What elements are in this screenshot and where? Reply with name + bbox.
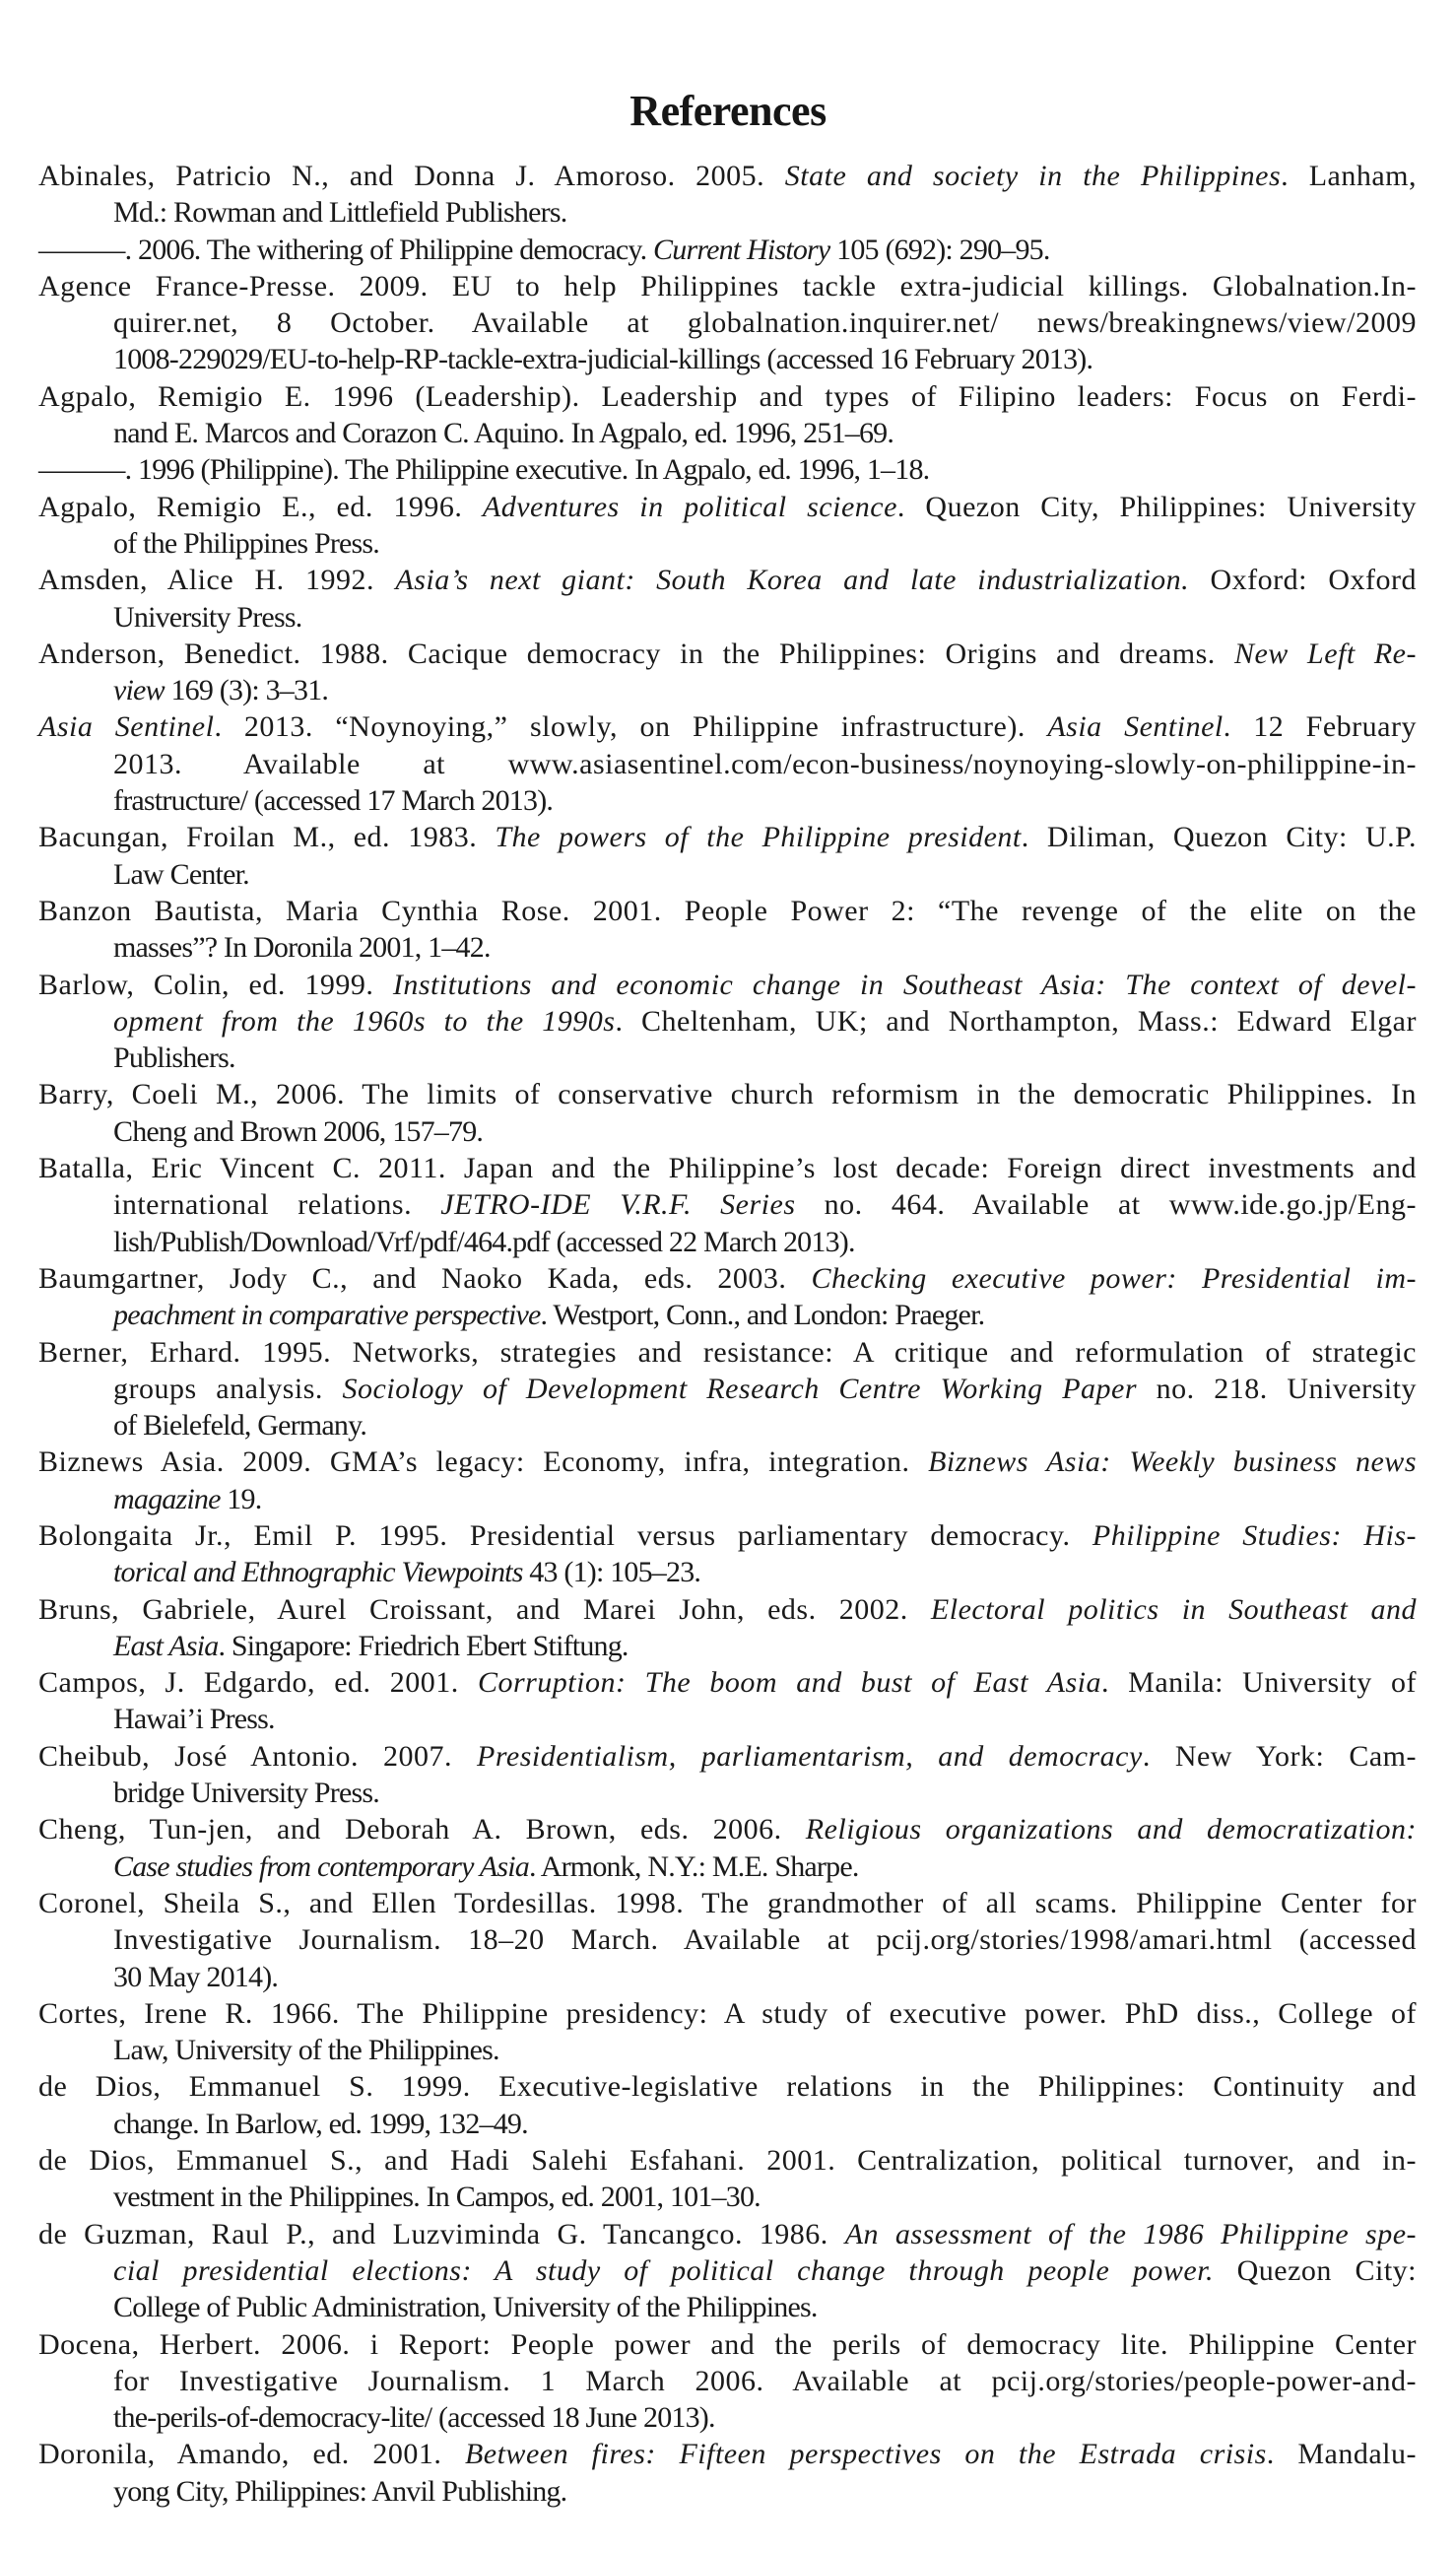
reference-entry — [38, 819, 1417, 893]
reference-line: Agpalo, Remigio E. 1996 (Leadership). Leadership and types of Filipino leaders: Focus on Ferdi- — [38, 379, 1417, 413]
reference-entry — [38, 232, 1417, 268]
italic-title-text: Asia Sentinel — [1047, 710, 1224, 744]
reference-line: of Bielefeld, Germany. — [113, 1409, 367, 1443]
italic-title-text: magazine — [113, 1482, 221, 1515]
italic-title-text: opment from the 1960s to the 1990s — [113, 1004, 616, 1038]
reference-line: Agence France-Presse. 2009. EU to help Philippines tackle extra-judicial killings. Globalnation.In- — [38, 269, 1417, 302]
reference-entry — [38, 1150, 1417, 1260]
reference-line: ———. 1996 (Philippine). The Philippine executive. In Agpalo, ed. 1996, 1–18. — [38, 453, 930, 487]
reference-line: Doronila, Amando, ed. 2001. Between fires: Fifteen perspectives on the Estrada crisis. Mandalu- — [38, 2438, 1417, 2471]
reference-line: for Investigative Journalism. 1 March 2006. Available at pcij.org/stories/people-power-and- — [113, 2364, 1417, 2397]
reference-line: 1008-229029/EU-to-help-RP-tackle-extra-judicial-killings (accessed 16 February 2013). — [113, 343, 1093, 376]
reference-line: Case studies from contemporary Asia. Armonk, N.Y.: M.E. Sharpe. — [113, 1849, 859, 1883]
reference-line: University Press. — [113, 600, 302, 634]
reference-entry — [38, 2142, 1417, 2216]
reference-line: masses”? In Doronila 2001, 1–42. — [113, 931, 491, 965]
reference-line: Bolongaita Jr., Emil P. 1995. Presidential versus parliamentary democracy. Philippine Studies: His- — [38, 1518, 1418, 1552]
italic-title-text: peachment in comparative perspective — [113, 1299, 541, 1332]
reference-entry — [38, 708, 1417, 819]
italic-title-text: Philippine Studies: His- — [1092, 1518, 1418, 1552]
reference-line: Cortes, Irene R. 1966. The Philippine presidency: A study of executive power. PhD diss., College of — [38, 1996, 1417, 2030]
reference-line: quirer.net, 8 October. Available at globalnation.inquirer.net/ news/breakingnews/view/2009 — [113, 306, 1417, 340]
reference-entry — [38, 1995, 1417, 2069]
italic-title-text: New Left Re- — [1233, 637, 1417, 670]
reference-line: Banzon Bautista, Maria Cynthia Rose. 2001. People Power 2: “The revenge of the elite on the — [38, 894, 1417, 927]
reference-line: 2013. Available at www.asiasentinel.com/econ-business/noynoying-slowly-on-philippine-in- — [113, 747, 1417, 780]
reference-line: Anderson, Benedict. 1988. Cacique democracy in the Philippines: Origins and dreams. New Left Re- — [38, 637, 1417, 670]
reference-line: College of Public Administration, University of the Philippines. — [113, 2291, 818, 2324]
reference-entry — [38, 1076, 1417, 1150]
reference-entry — [38, 1738, 1417, 1812]
reference-line: Baumgartner, Jody C., and Naoko Kada, eds. 2003. Checking executive power: Presidential im- — [38, 1261, 1418, 1295]
italic-title-text: Adventures in political science — [482, 490, 897, 523]
reference-entry — [38, 489, 1417, 563]
reference-entry — [38, 2068, 1417, 2142]
reference-line: peachment in comparative perspective. Westport, Conn., and London: Praeger. — [113, 1299, 985, 1332]
reference-line: Abinales, Patricio N., and Donna J. Amoroso. 2005. State and society in the Philippines. Lanham, — [38, 160, 1417, 192]
reference-line: Biznews Asia. 2009. GMA’s legacy: Economy, infra, integration. Biznews Asia: Weekly business news — [38, 1445, 1417, 1479]
reference-entry — [38, 1260, 1417, 1334]
italic-title-text: Electoral politics in Southeast and — [930, 1592, 1417, 1626]
reference-entry — [38, 268, 1417, 378]
reference-entry — [38, 967, 1417, 1077]
italic-title-text: An assessment of the 1986 Philippine spe- — [844, 2217, 1418, 2250]
reference-line: Bacungan, Froilan M., ed. 1983. The powers of the Philippine president. Diliman, Quezon City: U.P. — [38, 821, 1418, 854]
reference-line: groups analysis. Sociology of Development Research Centre Working Paper no. 218. University — [113, 1372, 1417, 1405]
reference-line: nand E. Marcos and Corazon C. Aquino. In Agpalo, ed. 1996, 251–69. — [113, 417, 894, 450]
reference-line: of the Philippines Press. — [113, 526, 379, 560]
reference-line: lish/Publish/Download/Vrf/pdf/464.pdf (accessed 22 March 2013). — [113, 1225, 855, 1258]
reference-line: Campos, J. Edgardo, ed. 2001. Corruption: The boom and bust of East Asia. Manila: University of — [38, 1666, 1417, 1700]
italic-title-text: Presidentialism, parliamentarism, and democracy — [477, 1739, 1143, 1773]
reference-line: Law Center. — [113, 857, 249, 891]
reference-line: Amsden, Alice H. 1992. Asia’s next giant: South Korea and late industrialization. Oxford: Oxford — [38, 564, 1417, 597]
reference-line: Md.: Rowman and Littlefield Publishers. — [113, 196, 567, 230]
references-list — [38, 158, 1417, 2510]
reference-entry — [38, 1885, 1417, 1995]
italic-title-text: Current History — [653, 233, 830, 266]
reference-line: view 169 (3): 3–31. — [113, 674, 329, 707]
reference-entry — [38, 378, 1417, 452]
reference-line: bridge University Press. — [113, 1777, 379, 1810]
reference-entry — [38, 158, 1417, 232]
reference-entry — [38, 893, 1417, 967]
italic-title-text: East Asia — [113, 1629, 219, 1662]
reference-entry — [38, 2216, 1417, 2326]
reference-line: 30 May 2014). — [113, 1960, 279, 1993]
reference-line: Batalla, Eric Vincent C. 2011. Japan and the Philippine’s lost decade: Foreign direct investments and — [38, 1152, 1417, 1185]
reference-line: Publishers. — [113, 1041, 235, 1075]
reference-line: frastructure/ (accessed 17 March 2013). — [113, 784, 554, 818]
italic-title-text: The powers of the Philippine president — [495, 821, 1022, 854]
italic-title-text: Checking executive power: Presidential im- — [811, 1261, 1418, 1295]
reference-line: Berner, Erhard. 1995. Networks, strategies and resistance: A critique and reformulation of strategic — [38, 1335, 1417, 1369]
italic-title-text: torical and Ethnographic Viewpoints — [113, 1556, 523, 1589]
italic-title-text: Sociology of Development Research Centre Working Paper — [342, 1372, 1138, 1405]
reference-entry — [38, 451, 1417, 488]
reference-line: Cheng, Tun-jen, and Deborah A. Brown, eds. 2006. Religious organizations and democratization: — [38, 1813, 1417, 1846]
reference-line: Hawai’i Press. — [113, 1703, 275, 1736]
reference-line: de Dios, Emmanuel S. 1999. Executive-legislative relations in the Philippines: Continuity and — [38, 2070, 1417, 2104]
reference-entry — [38, 1517, 1417, 1591]
page-title: References — [629, 87, 827, 135]
reference-line: opment from the 1960s to the 1990s. Cheltenham, UK; and Northampton, Mass.: Edward Elgar — [113, 1004, 1417, 1038]
reference-line: Asia Sentinel. 2013. “Noynoying,” slowly, on Philippine infrastructure). Asia Sentinel. 12 February — [38, 710, 1417, 744]
italic-title-text: Asia’s next giant: South Korea and late industrialization. — [395, 564, 1190, 597]
italic-title-text: State and society in the Philippines — [784, 160, 1282, 192]
italic-title-text: Religious organizations and democratization: — [805, 1813, 1417, 1846]
reference-line: cial presidential elections: A study of political change through people power. Quezon City: — [113, 2253, 1417, 2287]
reference-line: vestment in the Philippines. In Campos, ed. 2001, 101–30. — [113, 2181, 761, 2214]
reference-line: the-perils-of-democracy-lite/ (accessed 18 June 2013). — [113, 2401, 715, 2435]
reference-line: Agpalo, Remigio E., ed. 1996. Adventures in political science. Quezon City, Philippines: University — [38, 490, 1417, 523]
reference-entry — [38, 1811, 1417, 1885]
reference-entry — [38, 562, 1417, 636]
italic-title-text: Between fires: Fifteen perspectives on the Estrada crisis — [464, 2438, 1267, 2471]
reference-line: East Asia. Singapore: Friedrich Ebert Stiftung. — [113, 1629, 629, 1662]
reference-line: Barlow, Colin, ed. 1999. Institutions and economic change in Southeast Asia: The context of devel- — [38, 968, 1417, 1001]
reference-line: de Guzman, Raul P., and Luzviminda G. Tancangco. 1986. An assessment of the 1986 Philippine spe- — [38, 2217, 1418, 2250]
italic-title-text: Institutions and economic change in Southeast Asia: The context of devel- — [392, 968, 1417, 1001]
reference-entry — [38, 2436, 1417, 2510]
reference-line: Cheng and Brown 2006, 157–79. — [113, 1114, 484, 1148]
reference-line: international relations. JETRO-IDE V.R.F. Series no. 464. Available at www.ide.go.jp/Eng- — [113, 1188, 1417, 1222]
reference-entry — [38, 1334, 1417, 1444]
reference-line: Docena, Herbert. 2006. i Report: People power and the perils of democracy lite. Philippine Center — [38, 2327, 1417, 2361]
reference-entry — [38, 636, 1417, 709]
italic-title-text: view — [113, 674, 165, 707]
reference-line: torical and Ethnographic Viewpoints 43 (1): 105–23. — [113, 1556, 701, 1589]
italic-title-text: Asia Sentinel — [38, 710, 215, 744]
italic-title-text: Corruption: The boom and bust of East Asia — [477, 1666, 1101, 1700]
reference-line: magazine 19. — [113, 1482, 262, 1515]
italic-title-text: Case studies from contemporary Asia — [113, 1849, 529, 1883]
reference-line: Coronel, Sheila S., and Ellen Tordesillas. 1998. The grandmother of all scams. Philippine Center for — [38, 1886, 1417, 1919]
reference-line: de Dios, Emmanuel S., and Hadi Salehi Esfahani. 2001. Centralization, political turnover, and in- — [38, 2144, 1417, 2178]
reference-line: Bruns, Gabriele, Aurel Croissant, and Marei John, eds. 2002. Electoral politics in Southeast and — [38, 1592, 1417, 1626]
reference-line: yong City, Philippines: Anvil Publishing. — [113, 2474, 567, 2508]
italic-title-text: Biznews Asia: Weekly business news — [928, 1445, 1417, 1479]
reference-entry — [38, 1664, 1417, 1738]
reference-line: Barry, Coeli M., 2006. The limits of conservative church reformism in the democratic Philippines. In — [38, 1078, 1417, 1111]
reference-line: Investigative Journalism. 18–20 March. Available at pcij.org/stories/1998/amari.html (accessed — [113, 1923, 1417, 1957]
reference-entry — [38, 2326, 1417, 2437]
reference-line: Cheibub, José Antonio. 2007. Presidentialism, parliamentarism, and democracy. New York: Cam- — [38, 1739, 1417, 1773]
reference-entry — [38, 1591, 1417, 1665]
italic-title-text: JETRO-IDE V.R.F. Series — [440, 1188, 796, 1222]
reference-line: ———. 2006. The withering of Philippine democracy. Current History 105 (692): 290–95. — [38, 233, 1050, 266]
reference-line: Law, University of the Philippines. — [113, 2034, 499, 2067]
reference-entry — [38, 1443, 1417, 1517]
italic-title-text: cial presidential elections: A study of political change through people power. — [113, 2253, 1215, 2287]
reference-line: change. In Barlow, ed. 1999, 132–49. — [113, 2107, 528, 2140]
